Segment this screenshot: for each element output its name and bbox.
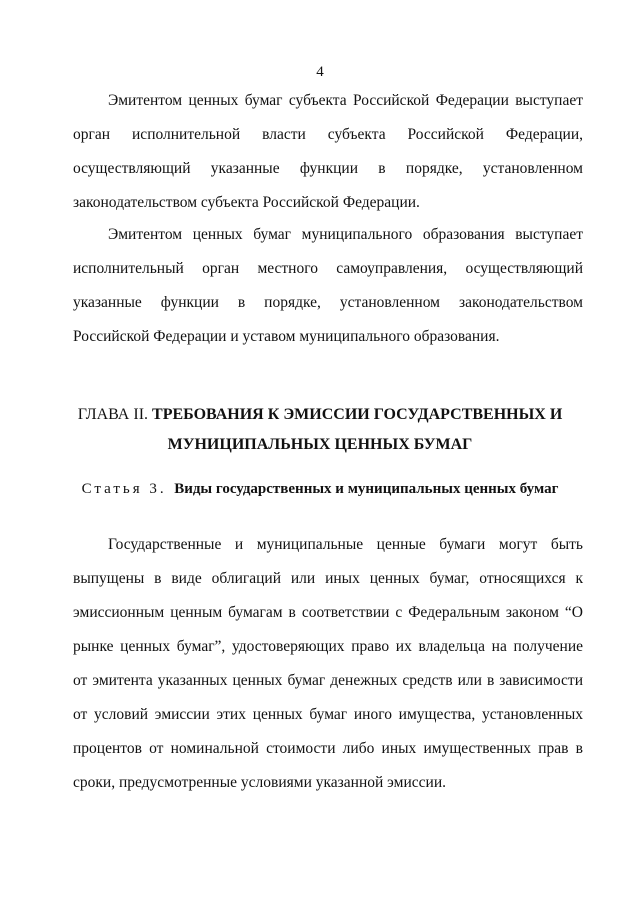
paragraph-securities-types — [73, 528, 583, 800]
text-line: сроки, предусмотренные условиями указанной эмиссии. — [73, 774, 447, 791]
text-line: Государственные и муниципальные ценные бумаги могут быть — [108, 536, 583, 553]
text-line: законодательством субъекта Российской Федерации. — [73, 194, 420, 211]
page-number: 4 — [316, 64, 324, 80]
text-line: орган исполнительной власти субъекта Российской Федерации, — [73, 126, 583, 143]
chapter-title-part-1: ТРЕБОВАНИЯ К ЭМИССИИ ГОСУДАРСТВЕННЫХ И — [152, 406, 563, 423]
chapter-prefix: ГЛАВА II. — [77, 406, 153, 423]
paragraph-issuer-subject — [73, 84, 583, 220]
text-line: выпущены в виде облигаций или иных ценных бумаг, относящихся к — [73, 570, 583, 587]
paragraph-issuer-municipal — [73, 218, 583, 354]
text-line: указанные функции в порядке, установленном законодательством — [73, 294, 583, 311]
text-line: Эмитентом ценных бумаг субъекта Российской Федерации выступает — [108, 92, 583, 109]
text-line: процентов от номинальной стоимости либо иных имущественных прав в — [73, 740, 583, 757]
text-line: Российской Федерации и уставом муниципального образования. — [73, 328, 500, 345]
text-line: осуществляющий указанные функции в порядке, установленном — [73, 160, 583, 177]
chapter-heading-line-2 — [0, 430, 640, 460]
chapter-title-part-2: МУНИЦИПАЛЬНЫХ ЦЕННЫХ БУМАГ — [167, 436, 473, 453]
article-heading — [0, 481, 640, 498]
text-line: Эмитентом ценных бумаг муниципального образования выступает — [108, 226, 583, 243]
article-title: Виды государственных и муниципальных ценных бумаг — [174, 481, 559, 497]
text-line: рынке ценных бумаг”, удостоверяющих право их владельца на получение — [73, 638, 583, 655]
chapter-heading — [0, 400, 640, 460]
article-label: Статья 3. — [81, 481, 167, 497]
text-line: от эмитента указанных ценных бумаг денежных средств или в зависимости — [73, 672, 583, 689]
text-line: эмиссионным ценным бумагам в соответствии с Федеральным законом “О — [73, 604, 583, 621]
chapter-heading-line-1 — [0, 400, 640, 430]
text-line: исполнительный орган местного самоуправления, осуществляющий — [73, 260, 583, 277]
text-line: от условий эмиссии этих ценных бумаг иного имущества, установленных — [73, 706, 583, 723]
